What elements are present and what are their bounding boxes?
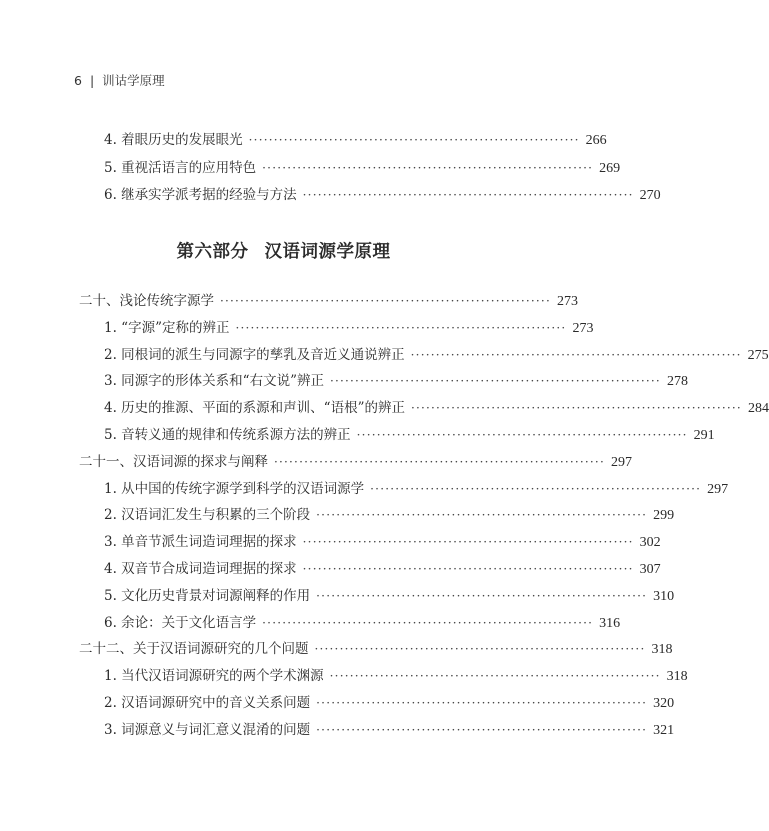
toc-chapter-entry (79, 453, 632, 472)
toc-entry-page: 310 (653, 588, 675, 604)
dot-leader: ·································································· (314, 642, 646, 657)
toc-entry-title: 3. 单音节派生词造词理据的探求 (104, 534, 297, 551)
toc-entry-page: 299 (653, 508, 675, 524)
toc-entry (104, 668, 688, 686)
toc-entry (104, 160, 621, 178)
toc-chapter-entry (79, 293, 578, 311)
toc-entry-page: 291 (693, 428, 715, 443)
toc-entry (104, 614, 621, 633)
toc-entry-page: 278 (666, 374, 688, 390)
toc-entry-title: 二十二、关于汉语词源研究的几个问题 (79, 641, 309, 658)
toc-entry-title: 6. 余论：关于文化语言学 (104, 614, 257, 631)
toc-entry-title: 二十、浅论传统字源学 (79, 293, 214, 309)
dot-leader: ·································································· (262, 615, 594, 630)
toc-entry-page: 307 (639, 562, 661, 577)
toc-entry-page: 269 (599, 161, 621, 176)
toc-entry (104, 507, 675, 525)
dot-leader: ·································································· (329, 669, 661, 684)
dot-leader: ·································································· (274, 454, 605, 469)
toc-entry-title: 5. 音转义通的规律和传统系源方法的辨正 (104, 427, 351, 443)
toc-entry-page: 316 (599, 615, 621, 631)
toc-entry-title: 1. 从中国的传统字源学到科学的汉语词源学 (104, 480, 365, 497)
toc-entry-title: 2. 同根词的派生与同源字的孳乳及音近义通说辨正 (104, 346, 405, 363)
part-heading (0, 238, 567, 263)
toc-entry-title: 2. 汉语词汇发生与积累的三个阶段 (104, 507, 311, 524)
toc-entry (104, 427, 715, 445)
toc-entry-title: 2. 汉语词源研究中的音义关系问题 (104, 695, 311, 711)
part-title: 汉语词源学原理 (264, 242, 391, 262)
toc-chapter-entry (79, 641, 673, 659)
toc-entry (104, 346, 769, 365)
dot-leader: ·································································· (302, 188, 634, 202)
dot-leader: ·································································· (316, 722, 648, 737)
dot-leader: ·································································· (302, 535, 634, 550)
dot-leader: ·································································· (235, 320, 567, 335)
toc-entry-title: 1. 当代汉语词源研究的两个学术渊源 (104, 668, 324, 685)
toc-entry (104, 534, 661, 552)
toc-entry-page: 320 (653, 696, 675, 711)
toc-entry-page: 273 (556, 294, 578, 309)
toc-entry-page: 297 (707, 481, 729, 497)
toc-entry-page: 270 (639, 188, 661, 203)
toc-entry-title: 二十一、汉语词源的探求与阐释 (79, 453, 268, 470)
dot-leader: ·································································· (316, 508, 648, 523)
toc-entry-title: 5. 文化历史背景对词源阐释的作用 (104, 587, 311, 604)
toc-entry (104, 373, 688, 391)
header-separator: | (89, 73, 95, 88)
dot-leader: ·································································· (302, 562, 634, 576)
running-head (74, 71, 165, 89)
toc-entry-title: 3. 词源意义与词汇意义混淆的问题 (104, 721, 311, 738)
toc-entry-title: 6. 继承实学派考据的经验与方法 (104, 187, 297, 203)
toc-entry-title: 4. 历史的推源、平面的系源和声训、“语根”的辨正 (104, 400, 405, 417)
page-number: 6 (74, 73, 82, 88)
dot-leader: ·································································· (220, 294, 551, 308)
toc-entry-page: 318 (651, 642, 673, 658)
toc-entry-title: 4. 双音节合成词造词理据的探求 (104, 561, 297, 577)
toc-entry (104, 187, 661, 205)
part-label: 第六部分 (176, 242, 249, 262)
toc-entry (104, 721, 675, 740)
toc-entry-page: 273 (572, 320, 594, 336)
dot-leader: ·································································· (248, 133, 580, 147)
toc-entry-page: 321 (653, 722, 675, 738)
dot-leader: ·································································· (370, 481, 702, 496)
dot-leader: ·································································· (262, 161, 594, 175)
toc-entry (104, 587, 675, 606)
dot-leader: ·································································· (410, 347, 742, 362)
toc-entry-title: 5. 重视活语言的应用特色 (104, 160, 257, 176)
toc-entry-page: 297 (610, 454, 632, 470)
dot-leader: ·································································· (316, 696, 648, 710)
toc-entry (104, 400, 769, 418)
toc-entry (104, 480, 729, 499)
dot-leader: ·································································· (329, 374, 661, 389)
toc-entry (104, 561, 661, 579)
toc-entry-title: 4. 着眼历史的发展眼光 (104, 132, 243, 148)
book-title: 训诂学原理 (102, 73, 165, 88)
toc-entry-page: 318 (666, 669, 688, 685)
dot-leader: ·································································· (316, 588, 648, 603)
toc-entry-title: 3. 同源字的形体关系和“右文说”辨正 (104, 373, 324, 390)
toc-entry-page: 284 (747, 401, 769, 417)
toc-entry-title: 1. “字源”定称的辨正 (104, 319, 230, 336)
dot-leader: ·································································· (410, 401, 742, 416)
toc-entry (104, 695, 675, 713)
toc-entry (104, 319, 594, 338)
toc-entry (104, 132, 607, 150)
dot-leader: ·································································· (356, 428, 688, 442)
toc-entry-page: 302 (639, 535, 661, 551)
toc-entry-page: 275 (747, 347, 769, 363)
toc-entry-page: 266 (585, 133, 607, 148)
